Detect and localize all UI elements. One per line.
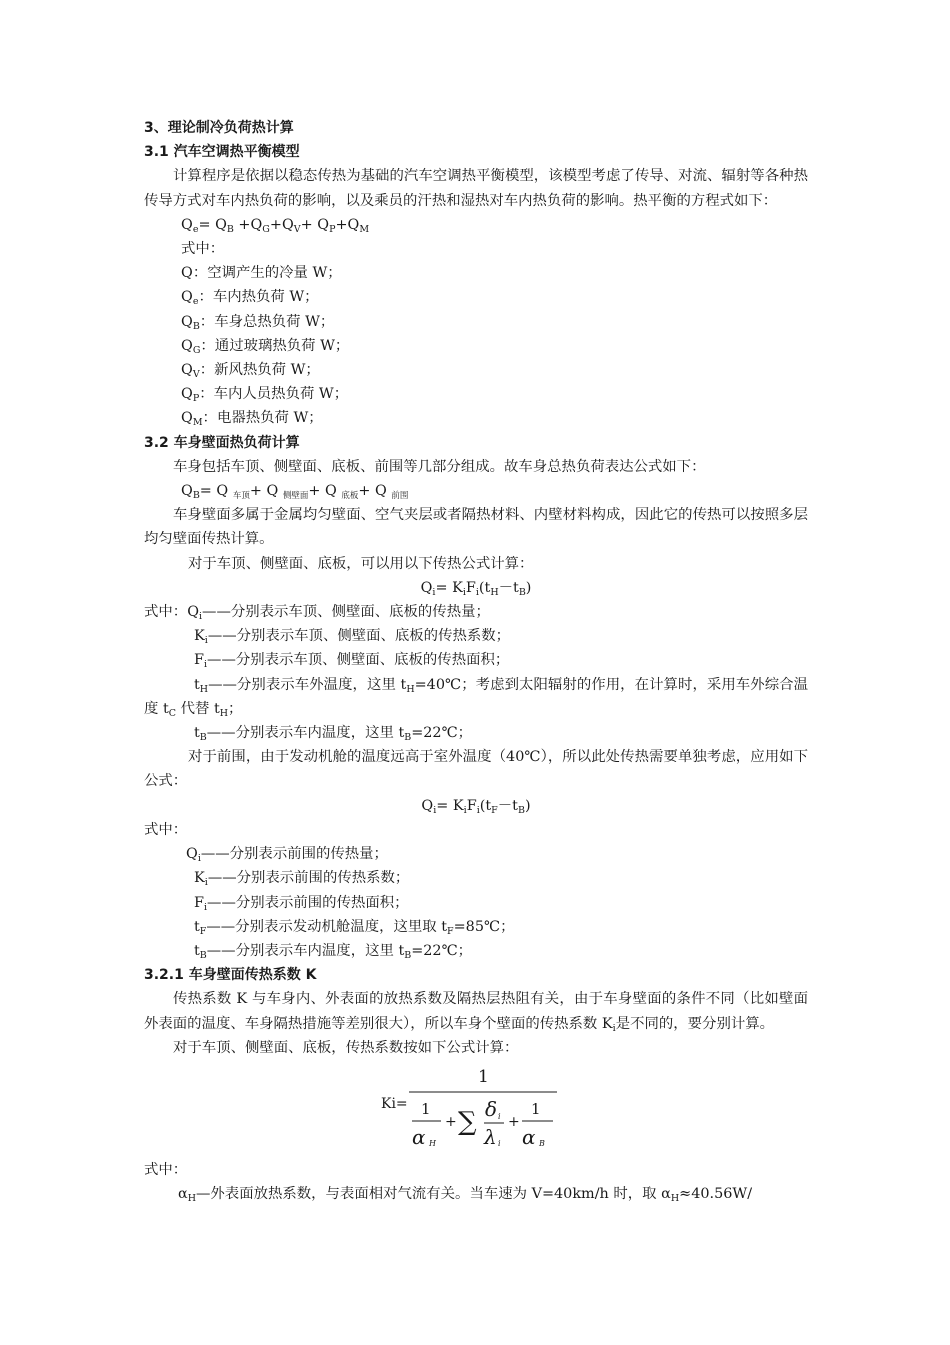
definition-item: $Q_M$：电器热负荷 W； (181, 410, 323, 429)
definition-item: $Q_P$：车内人员热负荷 W； (181, 386, 349, 405)
section-heading-3-2: 3.2 车身壁面热负荷计算 (144, 434, 300, 451)
definition-item: $Q_e$：车内热负荷 W； (181, 289, 319, 308)
delta: δ (485, 1096, 498, 1121)
alpha-h: α (412, 1124, 426, 1149)
paragraph-k-coefficient: 传热系数 K 与车身内、外表面的放热系数及隔热层热阻有关，由于车身壁面的条件不同（比如壁面外表面的温度、车身隔热措施等差别很大），所以车身个壁面的传热系数 $K_i$是不同的，要分别计算。 (144, 991, 808, 1034)
lambda: λ (484, 1124, 497, 1149)
def-front-k: $K_i——$分别表示前围的传热系数； (194, 870, 410, 889)
definition-item: $Q_G$：通过玻璃热负荷 W； (181, 337, 350, 356)
paragraph-wall-structure: 车身壁面多属于金属均匀壁面、空气夹层或者隔热材料、内壁材料构成，因此它的传热可以按照多层均匀壁面传热计算。 (144, 507, 808, 548)
section-heading-3-1: 3.1 汽车空调热平衡模型 (144, 144, 300, 161)
equation-body-load: $Q_B= Q$ $_{车顶}$+ Q $_{侧壁面}$+ Q $_{底板}$+ Q $_{前围}$ (181, 483, 409, 502)
def-front-q: $Q_i——$分别表示前围的传热量； (186, 846, 388, 865)
definition-list (144, 261, 808, 430)
definition-item: $Q_B$：车身总热负荷 W； (181, 313, 335, 332)
sigma: ∑ (458, 1106, 477, 1137)
formula-k (144, 1066, 808, 1150)
paragraph-front-intro: 对于前围，由于发动机舱的温度远高于室外温度（40℃），所以此处传热需要单独考虑，应用如下公式： (144, 749, 808, 790)
paragraph-k-formula-intro: 对于车顶、侧壁面、底板，传热系数按如下公式计算： (173, 1039, 519, 1056)
definition-item: Q：空调产生的冷量 W； (181, 265, 342, 282)
def-th: $t_H——$分别表示车外温度，这里 $t_H=40℃$；考虑到太阳辐射的作用，在计算时，采用车外综合温度 $t_C$ 代替 $t_H$； (144, 676, 808, 719)
definition-item: $Q_V$：新风热负荷 W； (181, 362, 320, 381)
plus-1: + (445, 1113, 457, 1130)
def-k: $K_i——$分别表示车顶、侧壁面、底板的传热系数； (194, 628, 511, 647)
section-heading-3: 3、理论制冷负荷热计算 (144, 120, 294, 136)
def-front-tb: $t_B——$分别表示车内温度，这里 $t_B=22℃$； (194, 942, 473, 961)
term1-num: 1 (421, 1099, 431, 1118)
alpha-b-sub: B (539, 1138, 545, 1148)
equation-heat-balance: $Q_e= Q_B +Q_G+Q_V+ Q_P+Q_M$ (181, 216, 370, 235)
where-label-2: 式中：$Q_i——$分别表示车顶、侧壁面、底板的传热量； (144, 604, 490, 623)
def-front-tf: $t_F——$分别表示发动机舱温度，这里取 $t_F=85℃$； (194, 918, 515, 937)
alpha-definition: $\alpha_H—$外表面放热系数，与表面相对气流有关。当车速为 V=40km/h 时，取 $\alpha_H\approx 40.56W/$ (178, 1186, 753, 1205)
paragraph-body-parts: 车身包括车顶、侧壁面、底板、前围等几部分组成。故车身总热负荷表达公式如下： (173, 458, 706, 475)
formula-lhs: Ki= (381, 1095, 408, 1112)
delta-sub: i (498, 1111, 501, 1121)
where-label-3: 式中： (144, 821, 188, 838)
equation-wall-heat: $Q_i= K_iF_i(t_H-t_B)$ (420, 579, 532, 598)
alpha-h-sub: H (429, 1138, 436, 1148)
paragraph-heat-balance: 计算程序是依据以稳态传热为基础的汽车空调热平衡模型，该模型考虑了传导、对流、辐射等各种热传导方式对车内热负荷的影响，以及乘员的汗热和湿热对车内热负荷的影响。热平衡的方程式如下： (144, 168, 808, 209)
def-tb: $t_B——$分别表示车内温度，这里 $t_B=22℃$； (194, 725, 473, 744)
plus-2: + (508, 1113, 520, 1130)
formula-k-svg (381, 1066, 571, 1150)
lambda-sub: i (498, 1138, 501, 1148)
alpha-b: α (522, 1124, 536, 1149)
paragraph-roof-formula-intro: 对于车顶、侧壁面、底板，可以用以下传热公式计算： (188, 555, 534, 572)
formula-numerator: 1 (478, 1066, 489, 1087)
where-label: 式中： (181, 241, 225, 258)
where-label-4: 式中： (144, 1161, 188, 1178)
def-f: $F_i——$分别表示车顶、侧壁面、底板的传热面积； (194, 652, 510, 671)
def-front-f: $F_i——$分别表示前围的传热面积； (194, 894, 409, 913)
term3-num: 1 (531, 1099, 541, 1118)
section-heading-3-2-1: 3.2.1 车身壁面传热系数 K (144, 967, 317, 984)
equation-front-heat: $Q_i= K_iF_i(t_F-t_B)$ (421, 797, 531, 816)
